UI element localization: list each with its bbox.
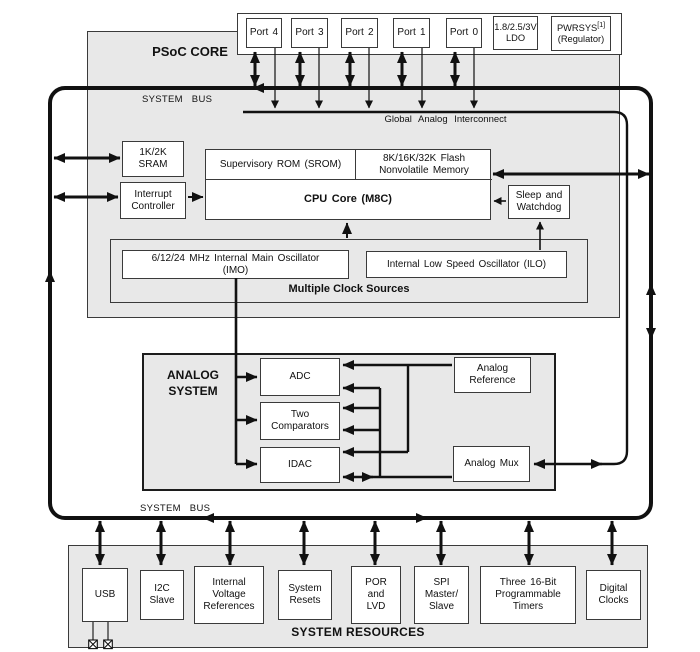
port-0-box [446, 18, 482, 48]
port-0-label: Port 0 [449, 27, 479, 39]
ilo-label: Internal Low Speed Oscillator (ILO) [386, 258, 546, 270]
ldo-box [493, 16, 538, 50]
sram-box [122, 141, 184, 177]
sleep-label-line2: Watchdog [516, 202, 562, 213]
port-4-label: Port 4 [249, 27, 279, 39]
por-lvd-box [351, 566, 401, 624]
system-bus-bottom-label: SYSTEM BUS [140, 503, 211, 514]
pwrsys-label-line1 [557, 22, 605, 34]
system-bus-top-label: SYSTEM BUS [142, 94, 213, 105]
i2c-label-line2: Slave [149, 595, 175, 606]
digclocks-label-line2: Clocks [598, 595, 629, 606]
srom-label: Supervisory ROM (SROM) [219, 158, 342, 170]
usb-box [82, 568, 128, 622]
comparators-box [260, 402, 340, 440]
ivr-label-line3: References [203, 600, 255, 612]
srom-cell [206, 150, 356, 180]
adc-box [260, 358, 340, 396]
por-label-line1: POR [365, 577, 387, 589]
port-2-label: Port 2 [345, 27, 374, 39]
timers-label-line3: Timers [512, 600, 544, 612]
digital-clocks-box [586, 570, 641, 620]
port-3-box [291, 18, 328, 48]
cpu-core-label: CPU Core (M8C) [304, 192, 392, 205]
system-resets-box [278, 570, 332, 620]
sleep-watchdog-box [508, 185, 570, 219]
sram-label-line1: 1K/2K [139, 147, 167, 159]
analog-title-line1: ANALOG [167, 368, 219, 382]
idac-box [260, 447, 340, 483]
ldo-label-line1: 1.8/2.5/3V [494, 22, 537, 33]
analog-mux-label: Analog Mux [464, 458, 519, 470]
i2c-label-line1: I2C [154, 583, 170, 595]
port-1-box [393, 18, 430, 48]
ivr-label-line1: Internal [212, 577, 246, 589]
interrupt-label-line2: Controller [131, 200, 175, 212]
digclocks-label-line1: Digital [599, 583, 628, 595]
comparators-label-line2: Comparators [271, 421, 329, 432]
port-3-label: Port 3 [295, 27, 324, 39]
spi-label-line2: Master/ [424, 589, 459, 601]
por-label-line3: LVD [366, 600, 386, 612]
spi-label-line3: Slave [428, 600, 454, 612]
imo-box [122, 250, 349, 279]
sram-label-line2: SRAM [138, 159, 168, 170]
ilo-box [366, 251, 567, 278]
resets-label-line2: Resets [289, 595, 321, 606]
imo-label-line1: 6/12/24 MHz Internal Main Oscillator [151, 252, 320, 264]
imo-label-line2: (IMO) [222, 264, 249, 276]
cpu-memory-block [205, 149, 491, 220]
flash-label-line1: 8K/16K/32K Flash [382, 152, 466, 164]
timers-label-line2: Programmable [495, 589, 561, 601]
voltage-references-box [194, 566, 264, 624]
port-1-label: Port 1 [397, 27, 426, 39]
comparators-label-line1: Two [290, 409, 310, 421]
analog-system-title [152, 368, 234, 399]
interrupt-label-line1: Interrupt [134, 188, 172, 200]
i2c-slave-box [140, 570, 184, 620]
psoc-core-title: PSoC CORE [152, 44, 228, 59]
system-resources-title: SYSTEM RESOURCES [291, 625, 425, 639]
flash-label-line2: Nonvolatile Memory [379, 164, 469, 176]
analog-mux-box [453, 446, 530, 482]
pwrsys-footnote: [1] [597, 21, 606, 29]
spi-label-line1: SPI [433, 577, 450, 589]
por-label-line2: and [367, 589, 385, 601]
ivr-label-line2: Voltage [212, 589, 246, 601]
analog-reference-label-line2: Reference [469, 375, 516, 386]
spi-box [414, 566, 469, 624]
pwrsys-box [551, 16, 611, 51]
usb-label: USB [94, 589, 116, 601]
analog-title-line2: SYSTEM [168, 383, 218, 398]
analog-reference-label-line1: Analog [476, 363, 509, 375]
port-4-box [246, 18, 282, 48]
interrupt-controller-box [120, 182, 186, 219]
timers-label-line1: Three 16-Bit [499, 577, 557, 589]
timers-box [480, 566, 576, 624]
global-analog-interconnect-label: Global Analog Interconnect [384, 114, 507, 125]
port-2-box [341, 18, 378, 48]
pwrsys-label-line2: (Regulator) [557, 34, 605, 45]
sleep-label-line1: Sleep and [515, 190, 563, 202]
resets-label-line1: System [288, 583, 322, 595]
adc-label: ADC [289, 371, 311, 383]
pwrsys-name: PWRSYS [556, 23, 598, 34]
cpu-core-cell [206, 180, 490, 218]
idac-label: IDAC [288, 459, 312, 471]
ldo-label-line2: LDO [505, 33, 526, 43]
clock-sources-title: Multiple Clock Sources [288, 283, 410, 295]
flash-cell [356, 150, 492, 180]
analog-reference-box [454, 357, 531, 393]
